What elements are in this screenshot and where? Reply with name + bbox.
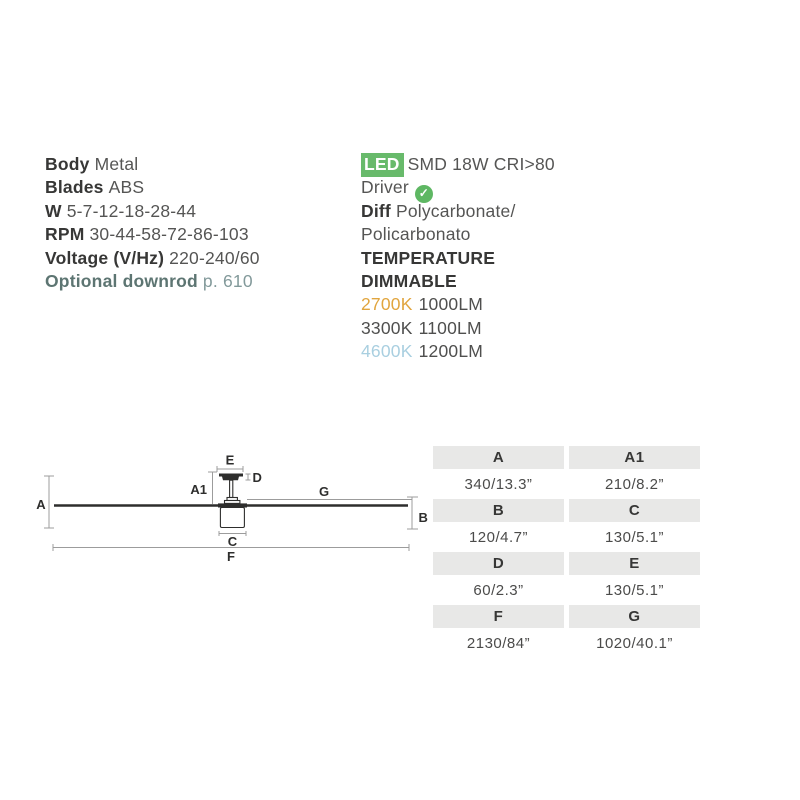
driver-label: Driver [361, 177, 409, 198]
driver-spec-line [361, 176, 631, 199]
dim-label-b: B [418, 510, 428, 525]
led-spec-line [361, 153, 631, 176]
dim-header-cell: A1 [569, 446, 700, 469]
spec-label: Voltage (V/Hz) [45, 247, 165, 268]
spec-value: 30-44-58-72-86-103 [89, 224, 249, 245]
fan-motor-step [225, 501, 240, 504]
dim-label-a: A [36, 497, 46, 512]
dim-value-cell: 130/5.1” [604, 581, 665, 599]
led-badge: LED [361, 153, 404, 177]
dim-value-cell: 130/5.1” [604, 528, 665, 546]
diff-value-2: Policarbonato [361, 224, 471, 245]
dim-header-cell: C [569, 499, 700, 522]
dim-header-cell: F [433, 605, 564, 628]
spec-line-voltage [45, 247, 357, 270]
dim-header-cell: G [569, 605, 700, 628]
diff-label: Diff [361, 200, 391, 221]
spec-value: 5-7-12-18-28-44 [66, 200, 197, 221]
dim-label-c: C [227, 534, 238, 549]
dim-value-cell: 340/13.3” [464, 475, 533, 493]
kelvin-4600: 4600K [361, 341, 413, 357]
diff-spec-line [361, 200, 631, 223]
spec-label: Optional downrod [45, 270, 198, 291]
temp-line-3300k [361, 317, 631, 340]
left-spec-column [45, 153, 357, 293]
spec-line-rpm [45, 223, 357, 246]
spec-label: W [45, 200, 62, 221]
dimmable-label: DIMMABLE [361, 270, 457, 291]
spec-label: RPM [45, 224, 85, 245]
spec-value: 220-240/60 [169, 247, 260, 268]
spec-line-watt [45, 200, 357, 223]
right-spec-column [361, 153, 631, 357]
dim-label-e: E [225, 452, 235, 468]
fan-downrod [230, 480, 233, 497]
dimensions-table [433, 446, 700, 658]
spec-label: Body [45, 154, 90, 174]
dim-value-cell: 2130/84” [466, 634, 531, 652]
dim-value-cell: 210/8.2” [604, 475, 665, 493]
dim-label-a1: A1 [190, 482, 207, 497]
fan-dimension-diagram [28, 443, 428, 568]
dim-value-cell: 1020/40.1” [596, 634, 673, 652]
spec-label: Blades [45, 177, 104, 198]
lumen-value: 1000LM [418, 294, 484, 315]
dim-header-cell: B [433, 499, 564, 522]
dim-label-d: D [252, 470, 262, 485]
spec-value: p. 610 [202, 270, 253, 291]
dim-value-cell: 60/2.3” [473, 581, 524, 599]
dim-header-cell: D [433, 552, 564, 575]
kelvin-2700: 2700K [361, 294, 413, 315]
spec-value: ABS [108, 177, 145, 198]
temperature-label: TEMPERATURE [361, 247, 496, 268]
lumen-value: 1100LM [418, 317, 482, 338]
temp-line-2700k [361, 293, 631, 316]
spec-value: Metal [94, 154, 139, 174]
check-circle-icon: ✓ [415, 185, 433, 203]
diff-value: Polycarbonate/ [395, 200, 516, 221]
spec-line-blades [45, 176, 357, 199]
dim-label-g: G [318, 484, 330, 499]
diff-spec-line-2 [361, 223, 631, 246]
fan-drawing [54, 474, 408, 528]
dim-label-f: F [227, 549, 235, 564]
fan-body [220, 508, 244, 528]
fan-blade-mount [218, 503, 247, 507]
dim-header-cell: E [569, 552, 700, 575]
led-spec-value: SMD 18W CRI>80 [407, 154, 555, 174]
spec-line-optional-downrod [45, 270, 357, 293]
dim-header-cell: A [433, 446, 564, 469]
spec-line-body [45, 153, 357, 176]
lumen-value: 1200LM [418, 341, 484, 357]
temp-line-4600k [361, 340, 631, 357]
dim-value-cell: 120/4.7” [468, 528, 529, 546]
kelvin-3300: 3300K [361, 317, 413, 338]
fan-canopy-plate [219, 474, 243, 477]
fan-canopy-cone [222, 477, 239, 481]
